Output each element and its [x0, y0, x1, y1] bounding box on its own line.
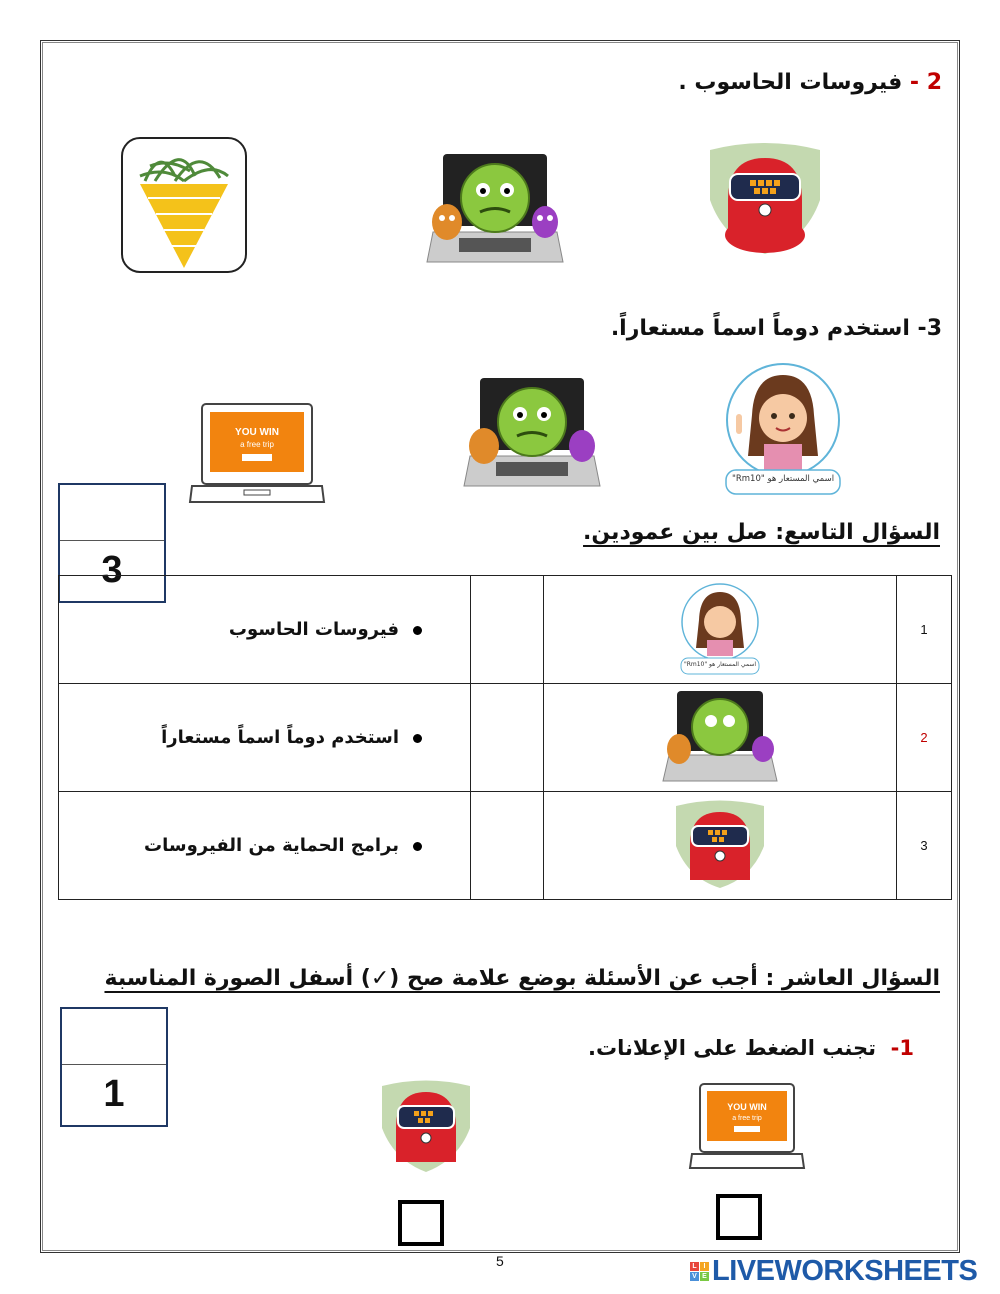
answer-cell [59, 684, 471, 792]
match-blank-cell[interactable] [471, 684, 544, 792]
q2-item-dash: - [902, 70, 927, 95]
brand-logo-icon: L I V E [690, 1262, 709, 1281]
row-number: 2 [897, 684, 952, 792]
bullet-icon [413, 734, 422, 743]
ad-line1: YOU WIN [727, 1102, 767, 1112]
girl-pseudonym-icon [677, 582, 763, 678]
answer-text: استخدم دوماً اسماً مستعاراً [161, 727, 399, 748]
brand-text: LIVEWORKSHEETS [712, 1255, 978, 1287]
row-number: 3 [897, 792, 952, 900]
question10-heading: السؤال العاشر : أجب عن الأسئلة بوضع علامة صح (✓) أسفل الصورة المناسبة [104, 966, 940, 991]
bullet-icon [413, 842, 422, 851]
match-blank-cell[interactable] [471, 576, 544, 684]
girl-pseudonym-icon [722, 360, 844, 500]
ad-line2: a free trip [732, 1115, 762, 1122]
score-blank-cell[interactable] [62, 1009, 166, 1065]
answer-checkbox-ad[interactable] [716, 1194, 762, 1240]
pseudonym-caption: اسمي المستعار هو "Rm10" [683, 660, 757, 668]
table-row [59, 576, 952, 684]
match-blank-cell[interactable] [471, 792, 544, 900]
table-row [59, 792, 952, 900]
question9-heading: السؤال التاسع: صل بين عمودين. [583, 520, 940, 545]
image-cell [544, 684, 897, 792]
q2-item-text: فيروسات الحاسوب . [678, 70, 903, 95]
q10-item1-line [588, 1036, 914, 1060]
table-row [59, 684, 952, 792]
laptop-viruses-icon [661, 687, 779, 785]
answer-cell [59, 792, 471, 900]
question10-score: 1 [103, 1073, 125, 1115]
q3-item-text: 3- استخدم دوماً اسماً مستعاراً. [610, 316, 942, 341]
question10-score-box [60, 1007, 168, 1127]
ad-laptop-icon-2 [688, 1082, 806, 1172]
score-blank-cell[interactable] [60, 485, 164, 541]
shield-robot-icon [706, 140, 824, 255]
question9-score: 3 [101, 549, 123, 591]
q10-item1-number: 1- [890, 1036, 914, 1060]
q2-item-line [678, 70, 942, 95]
answer-text: برامج الحماية من الفيروسات [144, 835, 399, 856]
match-table [58, 575, 952, 900]
page-number: 5 [496, 1253, 504, 1269]
row-number: 1 [897, 576, 952, 684]
answer-text: فيروسات الحاسوب [228, 619, 399, 640]
shield-robot-icon-2 [378, 1078, 474, 1174]
image-cell [544, 576, 897, 684]
pseudonym-caption: اسمي المستعار هو "Rm10" [731, 474, 835, 484]
liveworksheets-logo [690, 1255, 977, 1288]
laptop-viruses-icon-2 [462, 374, 602, 492]
ad-line1: YOU WIN [235, 427, 279, 438]
carrot-icon [120, 136, 248, 274]
q2-item-number: 2 [926, 70, 942, 95]
answer-checkbox-shield[interactable] [398, 1200, 444, 1246]
shield-robot-icon [672, 798, 768, 890]
image-cell [544, 792, 897, 900]
answer-cell [59, 576, 471, 684]
q10-item1-text: تجنب الضغط على الإعلانات. [588, 1036, 877, 1060]
ad-line2: a free trip [240, 440, 274, 449]
bullet-icon [413, 626, 422, 635]
laptop-viruses-icon [425, 150, 565, 270]
ad-laptop-icon [188, 402, 326, 506]
